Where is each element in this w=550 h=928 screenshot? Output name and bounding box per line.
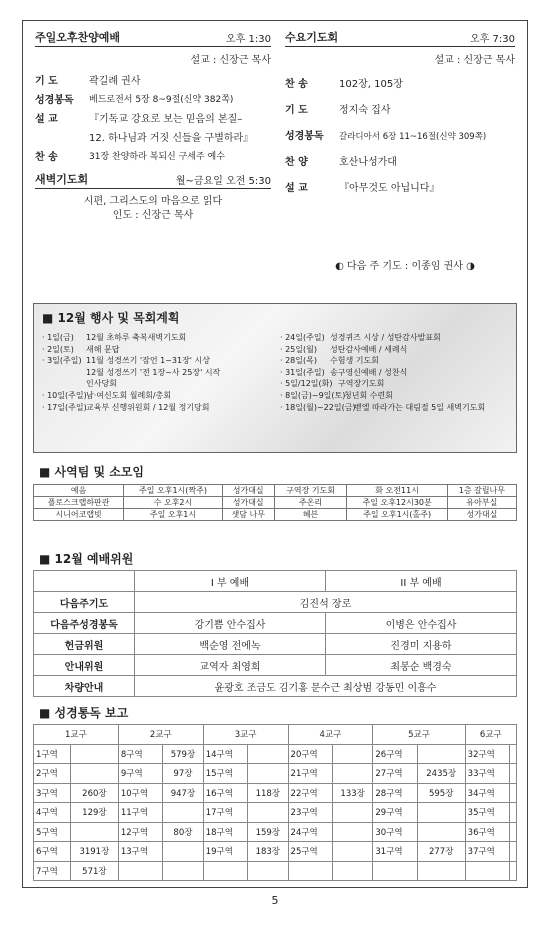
table-cell [332,764,372,784]
event-date [42,367,86,379]
event-item [42,344,220,356]
table-cell [332,822,372,842]
table-cell: 30구역 [373,822,417,842]
table-cell: 9구역 [118,764,162,784]
order-label: 기 도 [35,76,58,87]
order-row [35,110,271,129]
event-date: · 31일(주일) [280,367,325,377]
table-cell: 118장 [248,783,288,803]
table-cell [248,861,288,881]
order-label: 찬 양 [285,157,308,168]
order-value: 『아무것도 아닙니다』 [339,183,440,194]
event-text: 성탄감사예배 / 세례식 [330,344,408,354]
table-cell: 20구역 [288,744,332,764]
table-cell: 277장 [417,842,465,862]
event-text: 벧엘 따라가는 대림절 5일 새벽기도회 [354,402,486,412]
event-date: · 1일(금) [42,333,74,342]
event-date: · 8일(금)~9일(토) [280,390,346,400]
table-row [34,861,517,881]
table-row [34,725,517,745]
order-value: 12. 하나님과 거짓 신들을 구별하라』 [89,133,254,144]
event-date: · 3일(주일) [42,356,82,366]
wednesday-prayer-section [285,29,515,202]
order-value: 정지숙 집사 [339,105,391,116]
event-text: 남·여신도회 월례회/총회 [86,390,172,400]
event-item [280,355,485,367]
event-date: · 25일(월) [280,344,317,354]
table-cell: 구역장 기도회 [274,485,347,497]
order-row [285,72,515,98]
table-header-cell: 3교구 [203,725,288,745]
table-cell: 159장 [248,822,288,842]
table-cell [163,842,203,862]
events-right-list [280,332,485,413]
table-cell: 21구역 [288,764,332,784]
table-cell: 교역자 최영희 [135,655,326,676]
table-cell: 주일 오후1시 [124,509,223,521]
worship-committee-section [33,547,517,697]
table-cell [203,861,247,881]
table-cell [163,803,203,823]
table-row-label: 헌금위원 [34,634,135,655]
table-row-label: 안내위원 [34,655,135,676]
table-cell [510,744,517,764]
event-item [280,378,485,390]
table-cell: 예음 [34,485,124,497]
dawn-prayer-leader: 인도 : 신장근 목사 [112,210,194,221]
dawn-prayer-details [35,195,271,223]
order-value: 베드로전서 5장 8~9절(신약 382쪽) [89,95,234,105]
table-cell: 16구역 [203,783,247,803]
table-cell: 947장 [163,783,203,803]
order-row [35,91,271,110]
dawn-prayer-topic: 시편, 그리스도의 마음으로 읽다 [83,196,223,207]
table-cell [332,842,372,862]
table-header-cell: I 부 예배 [135,571,326,592]
table-cell [465,861,509,881]
table-cell: 수 오후2시 [124,497,223,509]
event-text: 새해 문답 [86,344,120,354]
event-date: · 10일(주일) [42,390,87,400]
event-item [42,355,220,367]
table-cell: 2구역 [34,764,71,784]
table-cell: 4구역 [34,803,71,823]
table-cell [248,744,288,764]
order-label: 설 교 [35,114,58,125]
table-cell: 25구역 [288,842,332,862]
table-cell: 시니어코랩빗 [34,509,124,521]
table-cell [510,783,517,803]
event-item [280,390,485,402]
sunday-afternoon-title: 주일오후찬양예배 [35,31,121,44]
event-date: · 5일/12일(화) [280,379,333,389]
worship-table [33,570,517,697]
table-cell: 성가대실 [222,485,274,497]
table-row [34,509,517,521]
table-cell: 8구역 [118,744,162,764]
table-cell [510,764,517,784]
order-label: 찬 송 [35,152,58,163]
table-cell: 12구역 [118,822,162,842]
order-label: 성경봉독 [285,131,324,142]
sunday-afternoon-header [35,29,271,47]
table-cell: 28구역 [373,783,417,803]
worship-title: ■ 12월 예배위원 [39,552,134,566]
event-item [280,402,485,414]
sunday-afternoon-time: 오후 1:30 [226,34,271,45]
table-cell: 37구역 [465,842,509,862]
order-label: 찬 송 [285,79,308,90]
table-cell [118,861,162,881]
event-text: 12월 성경쓰기 '전 1장~사 25장' 시작 [86,367,221,377]
table-cell: 7구역 [34,861,71,881]
table-cell [332,803,372,823]
table-cell: 14구역 [203,744,247,764]
order-value: 갈라디아서 6장 11~16절(신약 309쪽) [339,132,487,142]
table-cell: 10구역 [118,783,162,803]
event-text: 송구영신예배 / 성찬식 [330,367,408,377]
order-row [35,72,271,91]
table-cell [510,803,517,823]
event-text: 구역장기도회 [338,379,385,389]
events-left-list [42,332,220,413]
table-cell: 화 오전11시 [347,485,447,497]
table-row [34,822,517,842]
table-cell: 유아부실 [447,497,516,509]
table-row [34,571,517,592]
table-cell: 29구역 [373,803,417,823]
table-cell: 샛담 나무 [222,509,274,521]
table-cell: 260장 [70,783,118,803]
table-cell: 윤광호 조금도 김기홍 문수근 최상범 강동민 이흥수 [135,676,517,697]
table-header-cell: 2교구 [118,725,203,745]
ministry-teams-section [33,459,517,521]
table-cell: 26구역 [373,744,417,764]
table-header-cell: 4교구 [288,725,373,745]
table-cell: 주일 오후1시(짝주) [124,485,223,497]
event-text: 인사당회 [86,379,117,389]
bible-table [33,724,517,881]
table-cell: 성가대실 [447,509,516,521]
table-cell: 595장 [417,783,465,803]
table-cell [248,764,288,784]
event-item [42,378,220,390]
dawn-prayer-title: 새벽기도회 [35,173,89,186]
order-value: 102장, 105장 [339,79,403,90]
table-cell: 35구역 [465,803,509,823]
order-value: 31장 찬양하라 복되신 구세주 예수 [89,152,225,162]
order-label: 설 교 [285,183,308,194]
event-date: · 28일(목) [280,356,317,366]
event-date: · 17일(주일) [42,402,87,412]
event-item [280,344,485,356]
event-item [42,332,220,344]
events-title: ■ 12월 행사 및 목회계획 [42,311,180,325]
table-cell: 36구역 [465,822,509,842]
wednesday-header [285,29,515,47]
table-cell: 주일 오후1시(홀주) [347,509,447,521]
table-header-cell: 5교구 [373,725,465,745]
table-cell [417,822,465,842]
order-row [35,148,271,167]
table-cell: 주온리 [274,497,347,509]
table-cell: 6구역 [34,842,71,862]
table-cell: 2435장 [417,764,465,784]
table-cell [510,861,517,881]
table-cell [248,803,288,823]
table-row [34,592,517,613]
table-cell: 18구역 [203,822,247,842]
table-cell: 19구역 [203,842,247,862]
table-row-label: 다음주성경봉독 [34,613,135,634]
table-cell: 579장 [163,744,203,764]
table-cell [332,744,372,764]
order-label: 성경봉독 [35,95,74,106]
table-cell: 5구역 [34,822,71,842]
team-title: ■ 사역팀 및 소모임 [39,465,145,479]
wednesday-preacher: 설교 : 신장근 목사 [434,55,515,66]
event-item [42,367,220,379]
table-header-cell: 6교구 [465,725,516,745]
table-cell [417,861,465,881]
table-cell [163,861,203,881]
table-row [34,634,517,655]
table-cell: 11구역 [118,803,162,823]
order-row [285,150,515,176]
table-row [34,485,517,497]
table-cell: 31구역 [373,842,417,862]
table-cell [70,744,118,764]
event-text: 수험생 기도회 [330,356,379,366]
table-cell: 15구역 [203,764,247,784]
table-cell: 129장 [70,803,118,823]
table-cell: 133장 [332,783,372,803]
table-row [34,497,517,509]
bulletin-page [22,20,528,888]
table-cell: 22구역 [288,783,332,803]
table-cell: 3191장 [70,842,118,862]
table-cell: 27구역 [373,764,417,784]
table-row [34,842,517,862]
order-row [285,176,515,202]
table-cell: 강기쁨 안수집사 [135,613,326,634]
dawn-prayer-time: 월~금요일 오전 5:30 [175,176,271,187]
table-cell: 183장 [248,842,288,862]
order-label [35,129,89,148]
event-date: · 24일(주일) [280,333,325,342]
event-text: 11월 성경쓰기 '잠언 1~31장' 시상 [86,356,211,366]
table-cell [70,764,118,784]
order-value: 곽길례 권사 [89,76,141,87]
wednesday-title: 수요기도회 [285,31,339,44]
table-cell: 플로스크랩하판관 [34,497,124,509]
table-cell: 진경미 지용하 [326,634,517,655]
order-label: 기 도 [285,105,308,116]
team-table [33,484,517,521]
table-cell: 571장 [70,861,118,881]
table-row [34,764,517,784]
table-cell [417,744,465,764]
table-cell: 23구역 [288,803,332,823]
table-cell: 13구역 [118,842,162,862]
event-date: · 2일(토) [42,344,74,354]
bible-reading-section [33,701,517,881]
table-cell [417,803,465,823]
table-row-label: 차량안내 [34,676,135,697]
table-cell: 1구역 [34,744,71,764]
event-text: 성경퀴즈 시상 / 성탄감사발표회 [330,333,441,342]
event-date: · 18일(월)~22일(금) [280,402,356,412]
table-row [34,655,517,676]
table-cell: 최봉순 백경숙 [326,655,517,676]
event-item [42,390,220,402]
sunday-afternoon-section [35,29,271,223]
event-text: 12월 초하루 축복새벽기도회 [86,333,187,342]
table-cell [373,861,417,881]
order-row [285,98,515,124]
table-cell: 이병은 안수집사 [326,613,517,634]
table-cell: 김진석 장로 [135,592,517,613]
table-header-cell: II 부 예배 [326,571,517,592]
table-cell: 1층 갈릴나무 [447,485,516,497]
table-row [34,744,517,764]
december-events-box [33,303,517,453]
order-value: 호산나성가대 [339,157,397,168]
table-row [34,613,517,634]
dawn-prayer-section [35,171,271,223]
table-cell: 32구역 [465,744,509,764]
order-value: 『기독교 강요로 보는 믿음의 본질– [89,114,243,125]
table-cell: 성가대실 [222,497,274,509]
table-cell [70,822,118,842]
table-cell [332,861,372,881]
event-item [280,367,485,379]
event-date [42,378,86,390]
table-row-label: 다음주기도 [34,592,135,613]
table-cell: 80장 [163,822,203,842]
table-row [34,783,517,803]
page-number: 5 [271,894,279,907]
next-week-prayer: ◐ 다음 주 기도 : 이종임 권사 ◑ [335,261,475,272]
event-text: 교육부 신행위원회 / 12월 정기당회 [86,402,210,412]
table-row [34,803,517,823]
table-cell [510,842,517,862]
table-cell: 34구역 [465,783,509,803]
table-header-cell: 1교구 [34,725,119,745]
table-cell: 주일 오후12시30분 [347,497,447,509]
dawn-prayer-header [35,171,271,189]
order-row [35,129,271,148]
table-cell [34,571,135,592]
order-row [285,124,515,150]
table-cell [288,861,332,881]
bible-title: ■ 성경통독 보고 [39,706,129,720]
table-cell: 혜븐 [274,509,347,521]
event-text: 청년회 수련회 [344,390,393,400]
table-cell: 33구역 [465,764,509,784]
table-cell: 3구역 [34,783,71,803]
table-cell [510,822,517,842]
sunday-afternoon-preacher: 설교 : 신장근 목사 [190,55,271,66]
table-cell: 백순영 전에녹 [135,634,326,655]
table-cell: 97장 [163,764,203,784]
table-cell: 24구역 [288,822,332,842]
event-item [42,402,220,414]
table-cell: 17구역 [203,803,247,823]
event-item [280,332,485,344]
table-row [34,676,517,697]
wednesday-time: 오후 7:30 [470,34,515,45]
